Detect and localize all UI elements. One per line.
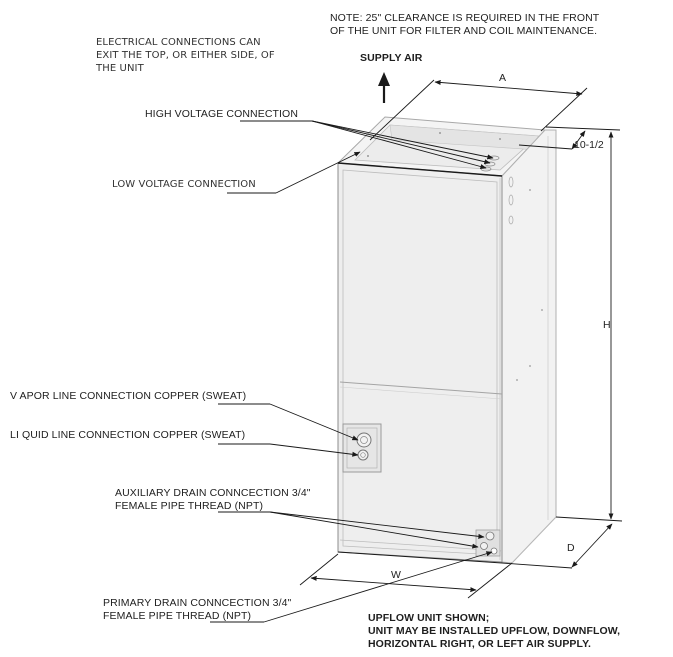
unit-side-panel [502, 130, 556, 563]
refrigerant-plate [343, 424, 381, 472]
electrical-note: ELECTRICAL CONNECTIONS CAN EXIT THE TOP, OR EITHER SIDE, OF THE UNIT [96, 37, 275, 74]
liquid-line-label: LI QUID LINE CONNECTION COPPER (SWEAT) [10, 429, 246, 441]
aux-drain-label: AUXILIARY DRAIN CONNCECTION 3/4" FEMALE PIPE THREAD (NPT) [115, 487, 311, 512]
dimension-h [556, 132, 622, 521]
dimension-offset-label: 10-1/2 [574, 139, 604, 151]
supply-air-label: SUPPLY AIR [360, 52, 423, 64]
dimension-w-label: W [391, 569, 401, 581]
upflow-note: UPFLOW UNIT SHOWN; UNIT MAY BE INSTALLED UPFLOW, DOWNFLOW, HORIZONTAL RIGHT, OR LEFT AIR SUPPLY. [368, 612, 621, 650]
dimension-a-label: A [499, 72, 507, 84]
high-voltage-label: HIGH VOLTAGE CONNECTION [145, 108, 299, 120]
unit-front-panel [338, 163, 502, 562]
primary-drain-label: PRIMARY DRAIN CONNCECTION 3/4" FEMALE PIPE THREAD (NPT) [103, 597, 292, 622]
dimension-d-label: D [567, 542, 575, 554]
low-voltage-label: LOW VOLTAGE CONNECTION [112, 179, 256, 190]
clearance-note: NOTE: 25" CLEARANCE IS REQUIRED IN THE FRONT OF THE UNIT FOR FILTER AND COIL MAINTENANCE. [330, 12, 600, 37]
vapor-line-label: V APOR LINE CONNECTION COPPER (SWEAT) [10, 390, 247, 402]
dimension-h-label: H [603, 319, 611, 331]
supply-air-arrow-icon [378, 72, 390, 103]
drain-fittings [476, 530, 500, 556]
